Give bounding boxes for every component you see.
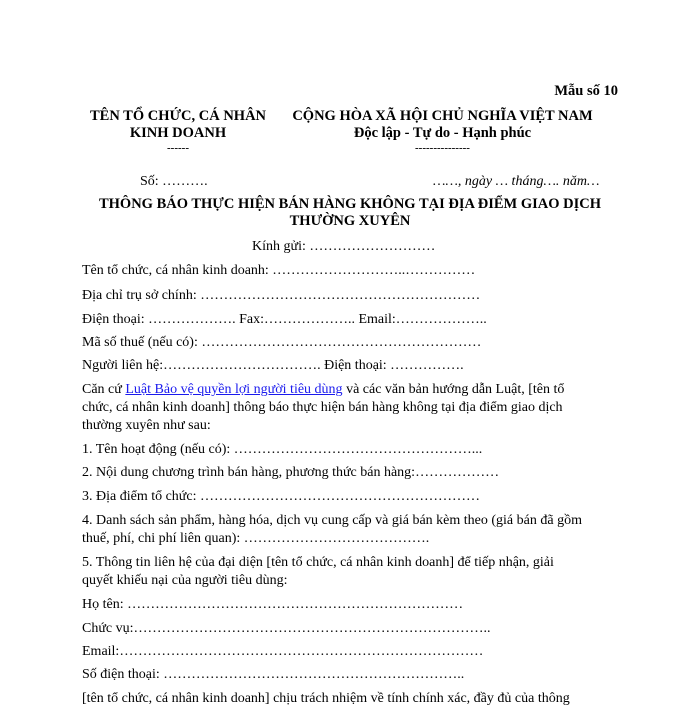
document-number: Số: ………. (140, 174, 208, 189)
item-2: 2. Nội dung chương trình bán hàng, phương thức bán hàng:……………… (82, 465, 500, 480)
contact-name-field: Họ tên: ……………………………………………………………… (82, 597, 464, 612)
phone-fax-email-field: Điện thoại: ………………. Fax:……………….. Email:……………….. (82, 312, 487, 327)
item-3: 3. Địa điểm tổ chức: …………………………………………………… (82, 489, 481, 504)
org-name-line1: TÊN TỔ CHỨC, CÁ NHÂN (89, 108, 267, 124)
closing-statement: [tên tổ chức, cá nhân kinh doanh] chịu trách nhiệm về tính chính xác, đầy đủ của thông (82, 691, 570, 706)
address-field: Địa chỉ trụ sở chính: …………………………………………………… (82, 288, 481, 303)
recipient-line: Kính gửi: ……………………… (252, 239, 436, 254)
item-5-line1: 5. Thông tin liên hệ của đại diện [tên tổ chức, cá nhân kinh doanh] để tiếp nhận, giải (82, 555, 554, 570)
item-5-line2: quyết khiếu nại của người tiêu dùng: (82, 573, 288, 588)
basis-line1-suffix: và các văn bản hướng dẫn Luật, [tên tổ (342, 382, 565, 397)
contact-position-field: Chức vụ:………………………………………………………………….. (82, 621, 491, 636)
contact-person-field: Người liên hệ:……………………………. Điện thoại: ……………. (82, 358, 464, 373)
org-rule: ------ (167, 142, 189, 154)
motto-rule: --------------- (415, 142, 470, 154)
item-1: 1. Tên hoạt động (nếu có): ……………………………………………... (82, 442, 483, 457)
contact-email-field: Email:…………………………………………………………………… (82, 644, 484, 659)
basis-prefix: Căn cứ (82, 382, 126, 397)
date-line: ……, ngày … tháng…. năm… (433, 174, 600, 189)
consumer-protection-law-link[interactable]: Luật Bảo vệ quyền lợi người tiêu dùng (125, 382, 343, 397)
nation-name: CỘNG HÒA XÃ HỘI CHỦ NGHĨA VIỆT NAM (292, 108, 593, 124)
motto: Độc lập - Tự do - Hạnh phúc (353, 125, 532, 141)
basis-line3: thường xuyên như sau: (82, 418, 211, 433)
item-4-line1: 4. Danh sách sản phẩm, hàng hóa, dịch vụ cung cấp và giá bán kèm theo (giá bán đã gồm (82, 513, 582, 528)
title-line1: THÔNG BÁO THỰC HIỆN BÁN HÀNG KHÔNG TẠI ĐỊA ĐIỂM GIAO DỊCH (98, 196, 602, 212)
title-line2: THƯỜNG XUYÊN (289, 213, 411, 229)
form-number: Mẫu số 10 (554, 83, 618, 99)
basis-line2: chức, cá nhân kinh doanh] thông báo thực hiện bán hàng không tại địa điểm giao dịch (82, 400, 563, 415)
org-name-field: Tên tổ chức, cá nhân kinh doanh: ………………………..…………… (82, 263, 476, 278)
tax-code-field: Mã số thuế (nếu có): …………………………………………………… (82, 335, 482, 350)
item-4-line2: thuế, phí, chi phí liên quan): …………………………………. (82, 531, 430, 546)
contact-phone-field: Số điện thoại: ……………………………………………………….. (82, 667, 465, 682)
org-name-line2: KINH DOANH (129, 125, 227, 141)
basis-line1 (82, 381, 564, 399)
